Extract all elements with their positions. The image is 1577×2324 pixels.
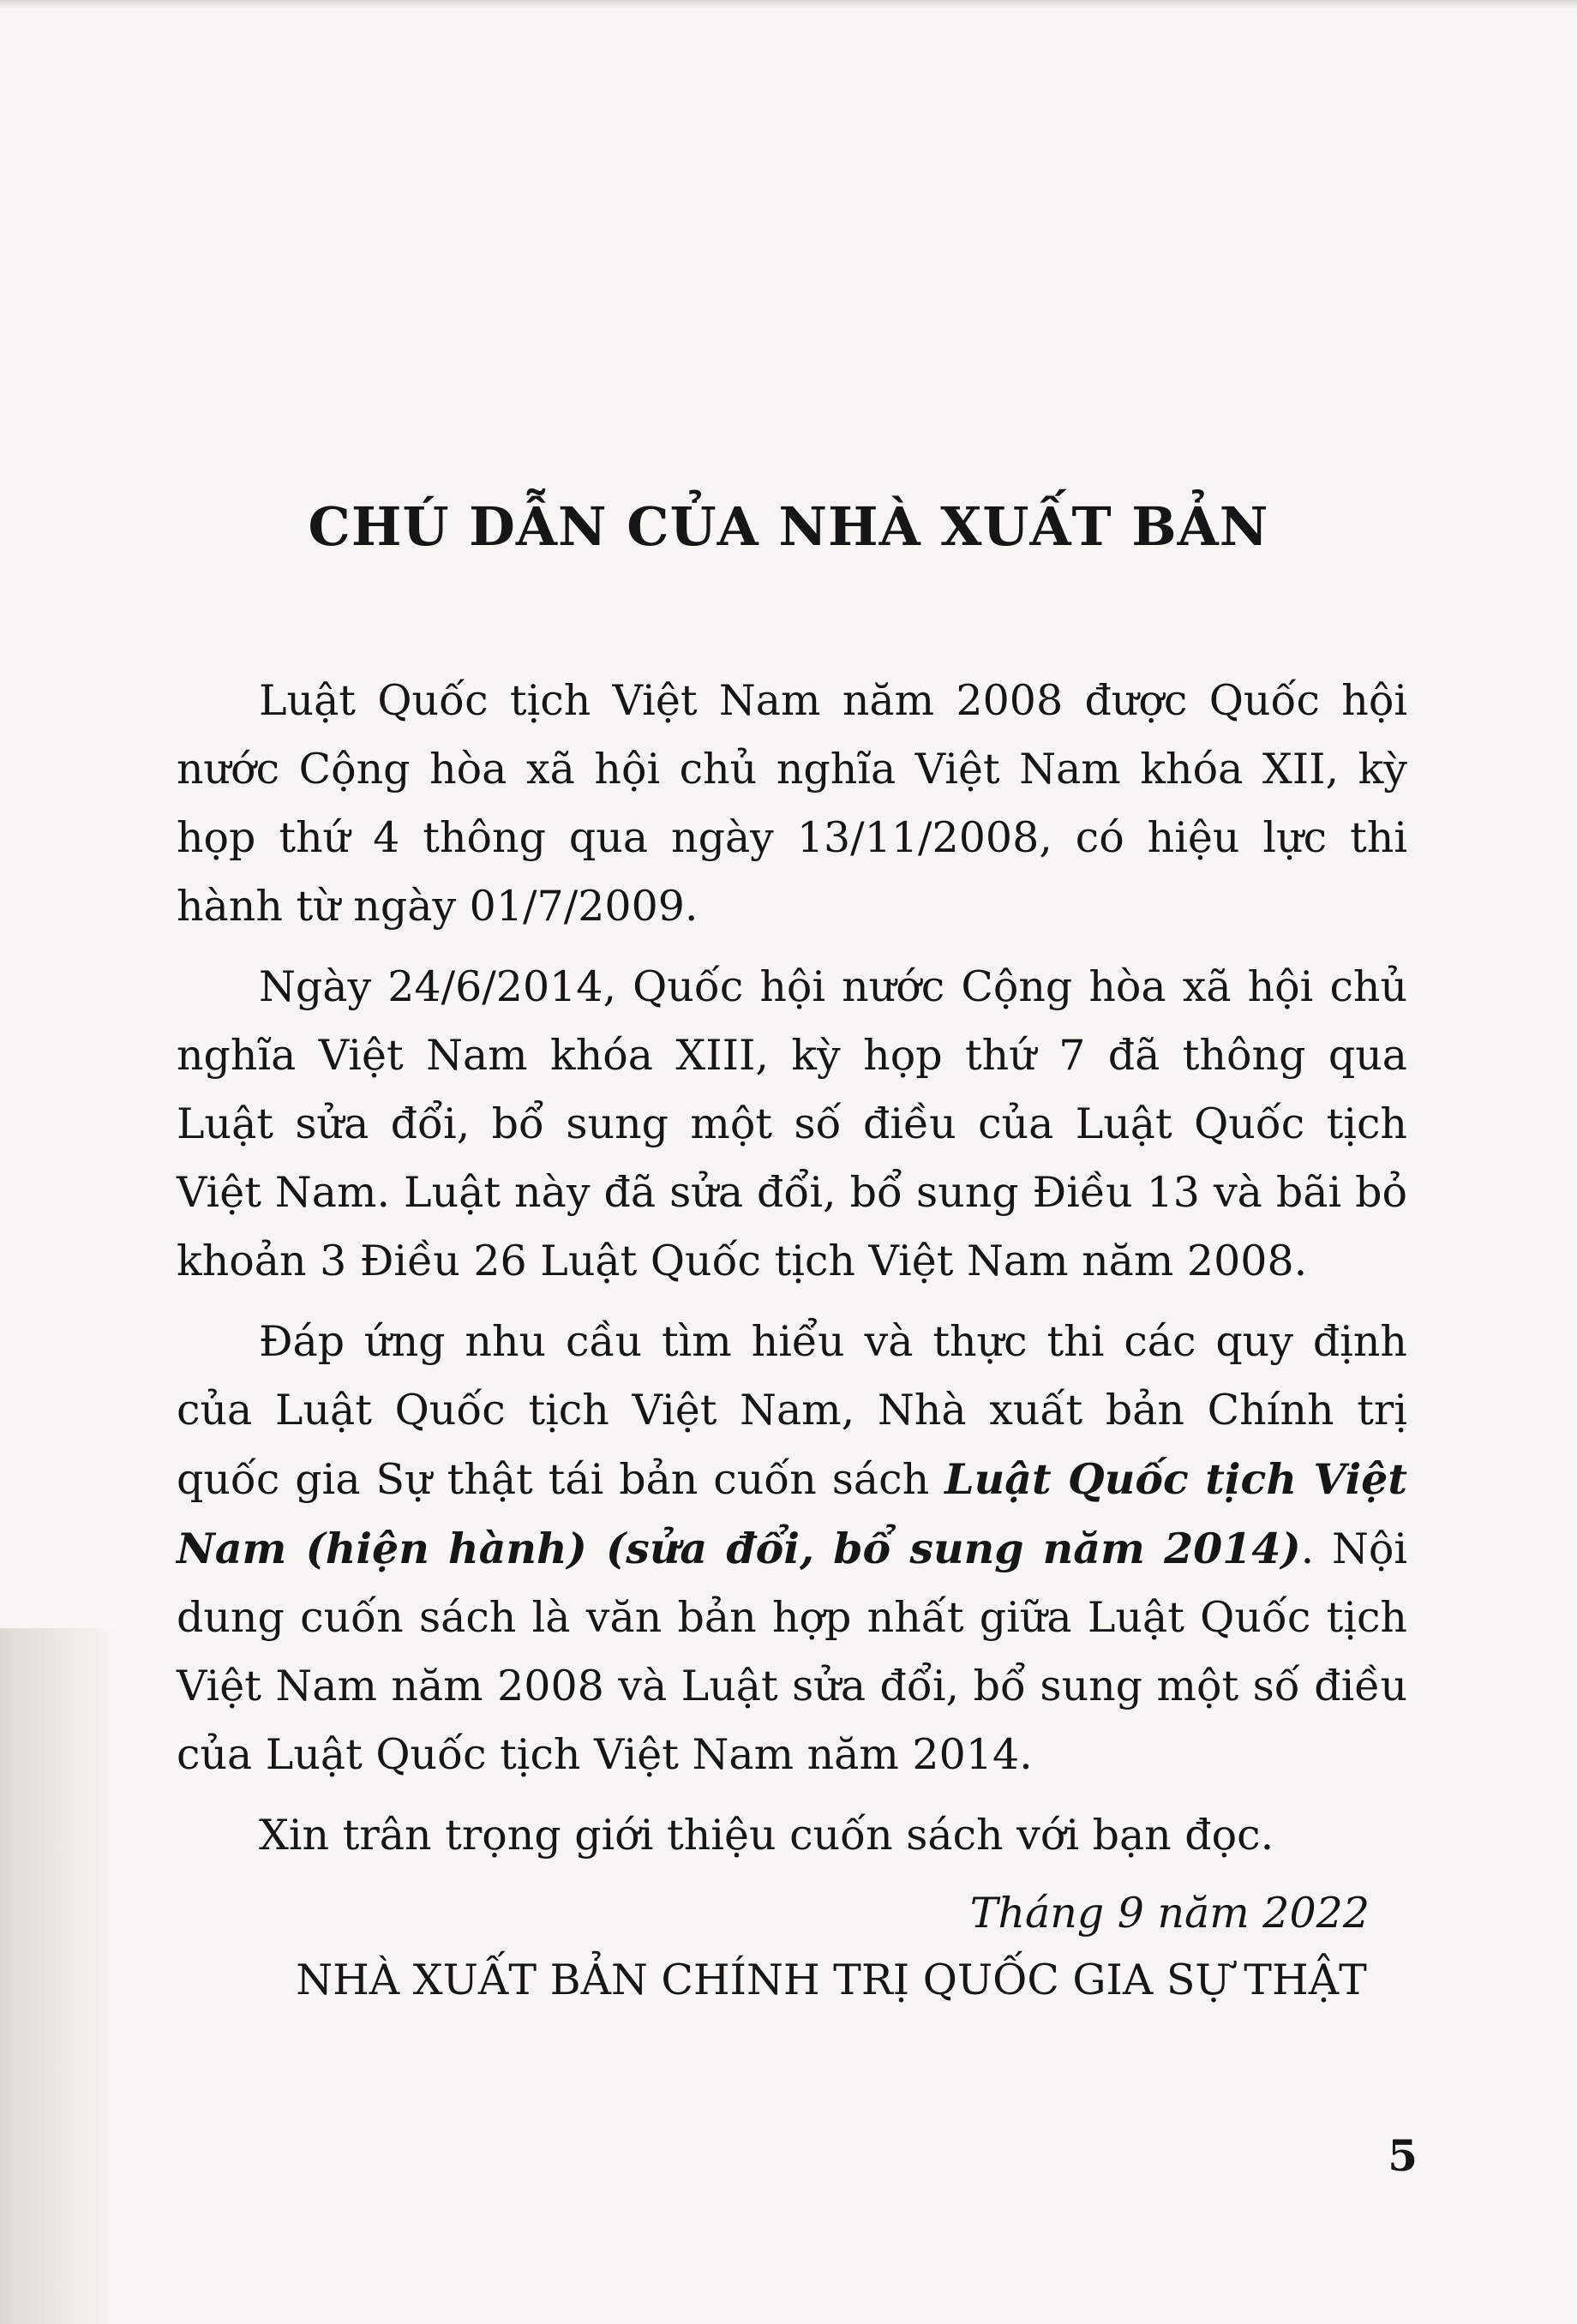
paragraph-3-rest: . Nội dung cuốn sách là văn bản hợp nhất giữa Luật Quốc tịch Việt Nam năm 2008 và Luật sửa đổi, bổ sung một số điều của Luật Quốc tịch Việt Nam năm 2014. bbox=[177, 1524, 1408, 1779]
paragraph-4: Xin trân trọng giới thiệu cuốn sách với bạn đọc. bbox=[259, 1811, 1274, 1860]
body-text bbox=[177, 667, 1407, 1882]
signature-publisher: NHÀ XUẤT BẢN CHÍNH TRỊ QUỐC GIA SỰ THẬT bbox=[296, 1956, 1367, 2004]
page-number: 5 bbox=[1388, 2130, 1418, 2181]
signature-date: Tháng 9 năm 2022 bbox=[969, 1889, 1370, 1938]
paragraph-1: Luật Quốc tịch Việt Nam năm 2008 được Quốc hội nước Cộng hòa xã hội chủ nghĩa Việt Nam khóa XII, kỳ họp thứ 4 thông qua ngày 13/11/2008, có hiệu lực thi hành từ ngày 01/7/2009. bbox=[177, 676, 1407, 931]
page-title: CHÚ DẪN CỦA NHÀ XUẤT BẢN bbox=[308, 495, 1269, 558]
paragraph-2: Ngày 24/6/2014, Quốc hội nước Cộng hòa xã hội chủ nghĩa Việt Nam khóa XIII, kỳ họp thứ 7 đã thông qua Luật sửa đổi, bổ sung một số điều của Luật Quốc tịch Việt Nam. Luật này đã sửa đổi, bổ sung Điều 13 và bãi bỏ khoản 3 Điều 26 Luật Quốc tịch Việt Nam năm 2008. bbox=[177, 962, 1407, 1285]
book-title: Luật Quốc tịch Việt Nam (hiện hành) (sửa đổi, bổ sung năm 2014) bbox=[177, 1454, 1407, 1573]
page-top-edge bbox=[0, 0, 1577, 9]
paragraph-3 bbox=[177, 1308, 1407, 1789]
paragraph-3-intro: Đáp ứng nhu cầu tìm hiểu và thực thi các quy định của Luật Quốc tịch Việt Nam, Nhà xuất bản Chính trị quốc gia Sự thật tái bản cuốn sách bbox=[177, 1317, 1407, 1504]
